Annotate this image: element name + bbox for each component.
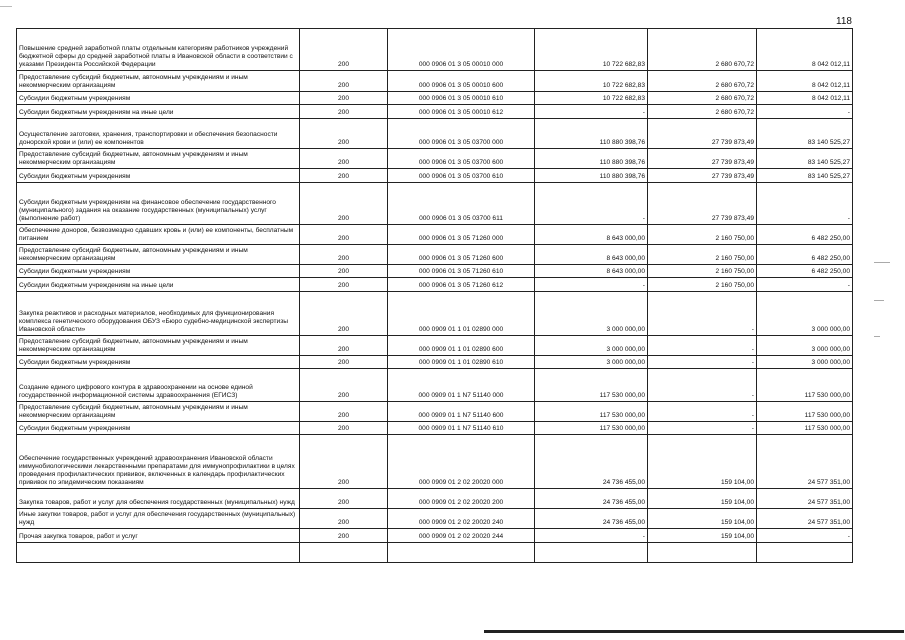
row-name: Закупка товаров, работ и услуг для обеспечения государственных (муниципальных) нужд — [17, 489, 300, 509]
row-unexecuted: 83 140 525,27 — [757, 169, 853, 183]
row-approved: 117 530 000,00 — [535, 369, 648, 402]
row-name — [17, 543, 300, 563]
row-budget-code: 000 0909 01 1 01 02890 610 — [388, 356, 535, 369]
row-approved: 10 722 682,83 — [535, 29, 648, 71]
row-line-code: 200 — [300, 92, 388, 105]
table-row — [17, 265, 853, 278]
row-executed: 159 104,00 — [648, 489, 757, 509]
row-unexecuted: 8 042 012,11 — [757, 29, 853, 71]
row-budget-code: 000 0909 01 1 N7 51140 000 — [388, 369, 535, 402]
row-line-code: 200 — [300, 435, 388, 489]
row-executed: 2 160 750,00 — [648, 278, 757, 292]
row-line-code — [300, 543, 388, 563]
row-unexecuted: - — [757, 529, 853, 543]
row-approved: 110 880 398,76 — [535, 169, 648, 183]
row-approved: 117 530 000,00 — [535, 402, 648, 422]
row-executed: - — [648, 422, 757, 435]
table-row — [17, 435, 853, 489]
row-name: Прочая закупка товаров, работ и услуг — [17, 529, 300, 543]
row-name: Субсидии бюджетным учреждениям на финансовое обеспечение государственного (муниципального) задания на оказание государственных (муниципальных) услуг (выполнение работ) — [17, 183, 300, 225]
row-executed: 2 160 750,00 — [648, 245, 757, 265]
row-budget-code: 000 0906 01 3 05 00010 610 — [388, 92, 535, 105]
row-line-code: 200 — [300, 265, 388, 278]
row-approved: 110 880 398,76 — [535, 119, 648, 149]
row-budget-code: 000 0906 01 3 05 00010 000 — [388, 29, 535, 71]
row-name: Предоставление субсидий бюджетным, автономным учреждениям и иным некоммерческим организациям — [17, 336, 300, 356]
row-name: Предоставление субсидий бюджетным, автономным учреждениям и иным некоммерческим организациям — [17, 71, 300, 92]
row-executed: 2 160 750,00 — [648, 265, 757, 278]
row-approved: 3 000 000,00 — [535, 336, 648, 356]
table-row — [17, 149, 853, 169]
row-budget-code: 000 0909 01 1 N7 51140 600 — [388, 402, 535, 422]
table-row — [17, 245, 853, 265]
row-line-code: 200 — [300, 149, 388, 169]
table-row — [17, 336, 853, 356]
row-executed: - — [648, 369, 757, 402]
row-unexecuted — [757, 543, 853, 563]
row-executed: 27 739 873,49 — [648, 169, 757, 183]
row-line-code: 200 — [300, 278, 388, 292]
row-executed: 159 104,00 — [648, 509, 757, 529]
row-name: Субсидии бюджетным учреждениям — [17, 92, 300, 105]
row-budget-code: 000 0909 01 2 02 20020 240 — [388, 509, 535, 529]
row-line-code: 200 — [300, 29, 388, 71]
row-name: Создание единого цифрового контура в здравоохранении на основе единой государственной информационной системы здравоохранения (ЕГИСЗ) — [17, 369, 300, 402]
row-name: Обеспечение доноров, безвозмездно сдавших кровь и (или) ее компоненты, бесплатным питанием — [17, 225, 300, 245]
row-budget-code: 000 0909 01 1 01 02890 000 — [388, 292, 535, 336]
row-approved: 3 000 000,00 — [535, 292, 648, 336]
row-executed: - — [648, 336, 757, 356]
row-executed: 2 160 750,00 — [648, 225, 757, 245]
row-line-code: 200 — [300, 336, 388, 356]
row-budget-code: 000 0906 01 3 05 00010 612 — [388, 105, 535, 119]
row-executed: 2 680 670,72 — [648, 92, 757, 105]
row-budget-code: 000 0909 01 1 N7 51140 610 — [388, 422, 535, 435]
row-name: Предоставление субсидий бюджетным, автономным учреждениям и иным некоммерческим организациям — [17, 402, 300, 422]
scan-margin-mark — [874, 300, 884, 301]
row-name: Субсидии бюджетным учреждениям — [17, 356, 300, 369]
table-row — [17, 29, 853, 71]
row-unexecuted: 117 530 000,00 — [757, 422, 853, 435]
row-line-code: 200 — [300, 245, 388, 265]
row-approved: - — [535, 183, 648, 225]
row-name: Субсидии бюджетным учреждениям — [17, 265, 300, 278]
scan-margin-mark — [874, 336, 880, 337]
row-approved: 8 643 000,00 — [535, 245, 648, 265]
row-approved: 24 736 455,00 — [535, 435, 648, 489]
row-unexecuted: - — [757, 278, 853, 292]
row-name: Субсидии бюджетным учреждениям на иные цели — [17, 278, 300, 292]
row-approved: 10 722 682,83 — [535, 92, 648, 105]
row-line-code: 200 — [300, 225, 388, 245]
row-unexecuted: 117 530 000,00 — [757, 402, 853, 422]
bottom-separator-line — [484, 630, 904, 633]
row-budget-code: 000 0906 01 3 05 00010 600 — [388, 71, 535, 92]
row-approved: 110 880 398,76 — [535, 149, 648, 169]
budget-execution-table — [16, 28, 853, 563]
row-approved: 24 736 455,00 — [535, 509, 648, 529]
row-unexecuted: 6 482 250,00 — [757, 245, 853, 265]
row-budget-code: 000 0906 01 3 05 71260 610 — [388, 265, 535, 278]
row-approved: - — [535, 529, 648, 543]
row-name: Закупка реактивов и расходных материалов, необходимых для функционирования комплекса генетического оборудования ОБУЗ «Бюро судебно-медицинской экспертизы Ивановской области» — [17, 292, 300, 336]
row-budget-code: 000 0909 01 1 01 02890 600 — [388, 336, 535, 356]
row-budget-code: 000 0906 01 3 05 03700 000 — [388, 119, 535, 149]
row-executed: 27 739 873,49 — [648, 149, 757, 169]
row-line-code: 200 — [300, 422, 388, 435]
row-line-code: 200 — [300, 183, 388, 225]
row-name: Субсидии бюджетным учреждениям — [17, 422, 300, 435]
row-line-code: 200 — [300, 402, 388, 422]
row-budget-code: 000 0906 01 3 05 71260 000 — [388, 225, 535, 245]
table-row — [17, 543, 853, 563]
row-approved: 8 643 000,00 — [535, 265, 648, 278]
scan-margin-mark — [874, 262, 890, 263]
row-executed: - — [648, 356, 757, 369]
row-approved: - — [535, 278, 648, 292]
row-approved: 117 530 000,00 — [535, 422, 648, 435]
table-row — [17, 292, 853, 336]
row-budget-code — [388, 543, 535, 563]
row-budget-code: 000 0909 01 2 02 20020 000 — [388, 435, 535, 489]
row-budget-code: 000 0909 01 2 02 20020 244 — [388, 529, 535, 543]
row-executed: 159 104,00 — [648, 529, 757, 543]
row-executed: 2 680 670,72 — [648, 71, 757, 92]
row-executed: 2 680 670,72 — [648, 105, 757, 119]
row-budget-code: 000 0906 01 3 05 03700 611 — [388, 183, 535, 225]
row-unexecuted: - — [757, 105, 853, 119]
row-name: Предоставление субсидий бюджетным, автономным учреждениям и иным некоммерческим организациям — [17, 149, 300, 169]
row-unexecuted: 3 000 000,00 — [757, 292, 853, 336]
row-executed — [648, 543, 757, 563]
table-row — [17, 402, 853, 422]
row-executed: 27 739 873,49 — [648, 119, 757, 149]
row-line-code: 200 — [300, 356, 388, 369]
table-row — [17, 183, 853, 225]
row-budget-code: 000 0906 01 3 05 71260 612 — [388, 278, 535, 292]
row-line-code: 200 — [300, 119, 388, 149]
table-row — [17, 422, 853, 435]
row-line-code: 200 — [300, 292, 388, 336]
row-unexecuted: 8 042 012,11 — [757, 71, 853, 92]
row-line-code: 200 — [300, 489, 388, 509]
row-unexecuted: 83 140 525,27 — [757, 149, 853, 169]
row-approved: - — [535, 105, 648, 119]
row-executed: 159 104,00 — [648, 435, 757, 489]
row-unexecuted: 83 140 525,27 — [757, 119, 853, 149]
row-approved: 8 643 000,00 — [535, 225, 648, 245]
scan-edge-line — [0, 6, 12, 7]
row-unexecuted: 24 577 351,00 — [757, 509, 853, 529]
table-row — [17, 169, 853, 183]
row-budget-code: 000 0906 01 3 05 71260 600 — [388, 245, 535, 265]
row-name: Осуществление заготовки, хранения, транспортировки и обеспечения безопасности донорской крови и (или) ее компонентов — [17, 119, 300, 149]
table-row — [17, 71, 853, 92]
row-unexecuted: - — [757, 183, 853, 225]
row-executed: 27 739 873,49 — [648, 183, 757, 225]
table-row — [17, 489, 853, 509]
row-unexecuted: 6 482 250,00 — [757, 225, 853, 245]
row-name: Субсидии бюджетным учреждениям на иные цели — [17, 105, 300, 119]
page-number: 118 — [836, 16, 852, 27]
row-budget-code: 000 0909 01 2 02 20020 200 — [388, 489, 535, 509]
row-name: Субсидии бюджетным учреждениям — [17, 169, 300, 183]
row-budget-code: 000 0906 01 3 05 03700 610 — [388, 169, 535, 183]
row-unexecuted: 3 000 000,00 — [757, 356, 853, 369]
row-budget-code: 000 0906 01 3 05 03700 600 — [388, 149, 535, 169]
row-line-code: 200 — [300, 509, 388, 529]
row-approved: 24 736 455,00 — [535, 489, 648, 509]
row-unexecuted: 8 042 012,11 — [757, 92, 853, 105]
row-line-code: 200 — [300, 71, 388, 92]
row-unexecuted: 6 482 250,00 — [757, 265, 853, 278]
row-name: Иные закупки товаров, работ и услуг для обеспечения государственных (муниципальных) нужд — [17, 509, 300, 529]
row-approved: 3 000 000,00 — [535, 356, 648, 369]
table-row — [17, 278, 853, 292]
row-name: Обеспечение государственных учреждений здравоохранения Ивановской области иммунобиологическими лекарственными препаратами для иммунопрофилактики в целях проведения профилактических прививок, включенных в календарь профилактических прививок по эпидемическим показаниям — [17, 435, 300, 489]
table-row — [17, 369, 853, 402]
row-unexecuted: 3 000 000,00 — [757, 336, 853, 356]
row-approved: 10 722 682,83 — [535, 71, 648, 92]
row-line-code: 200 — [300, 169, 388, 183]
table-row — [17, 225, 853, 245]
row-executed: 2 680 670,72 — [648, 29, 757, 71]
table-row — [17, 356, 853, 369]
table-row — [17, 509, 853, 529]
row-approved — [535, 543, 648, 563]
table-row — [17, 92, 853, 105]
row-unexecuted: 117 530 000,00 — [757, 369, 853, 402]
table-row — [17, 105, 853, 119]
table-row — [17, 529, 853, 543]
row-executed: - — [648, 402, 757, 422]
row-unexecuted: 24 577 351,00 — [757, 435, 853, 489]
row-line-code: 200 — [300, 529, 388, 543]
row-executed: - — [648, 292, 757, 336]
row-name: Предоставление субсидий бюджетным, автономным учреждениям и иным некоммерческим организациям — [17, 245, 300, 265]
row-line-code: 200 — [300, 105, 388, 119]
row-name: Повышение средней заработной платы отдельным категориям работников учреждений бюджетной сферы до средней заработной платы в Ивановской области в соответствии с указами Президента Российской Федерации — [17, 29, 300, 71]
row-line-code: 200 — [300, 369, 388, 402]
table-row — [17, 119, 853, 149]
row-unexecuted: 24 577 351,00 — [757, 489, 853, 509]
